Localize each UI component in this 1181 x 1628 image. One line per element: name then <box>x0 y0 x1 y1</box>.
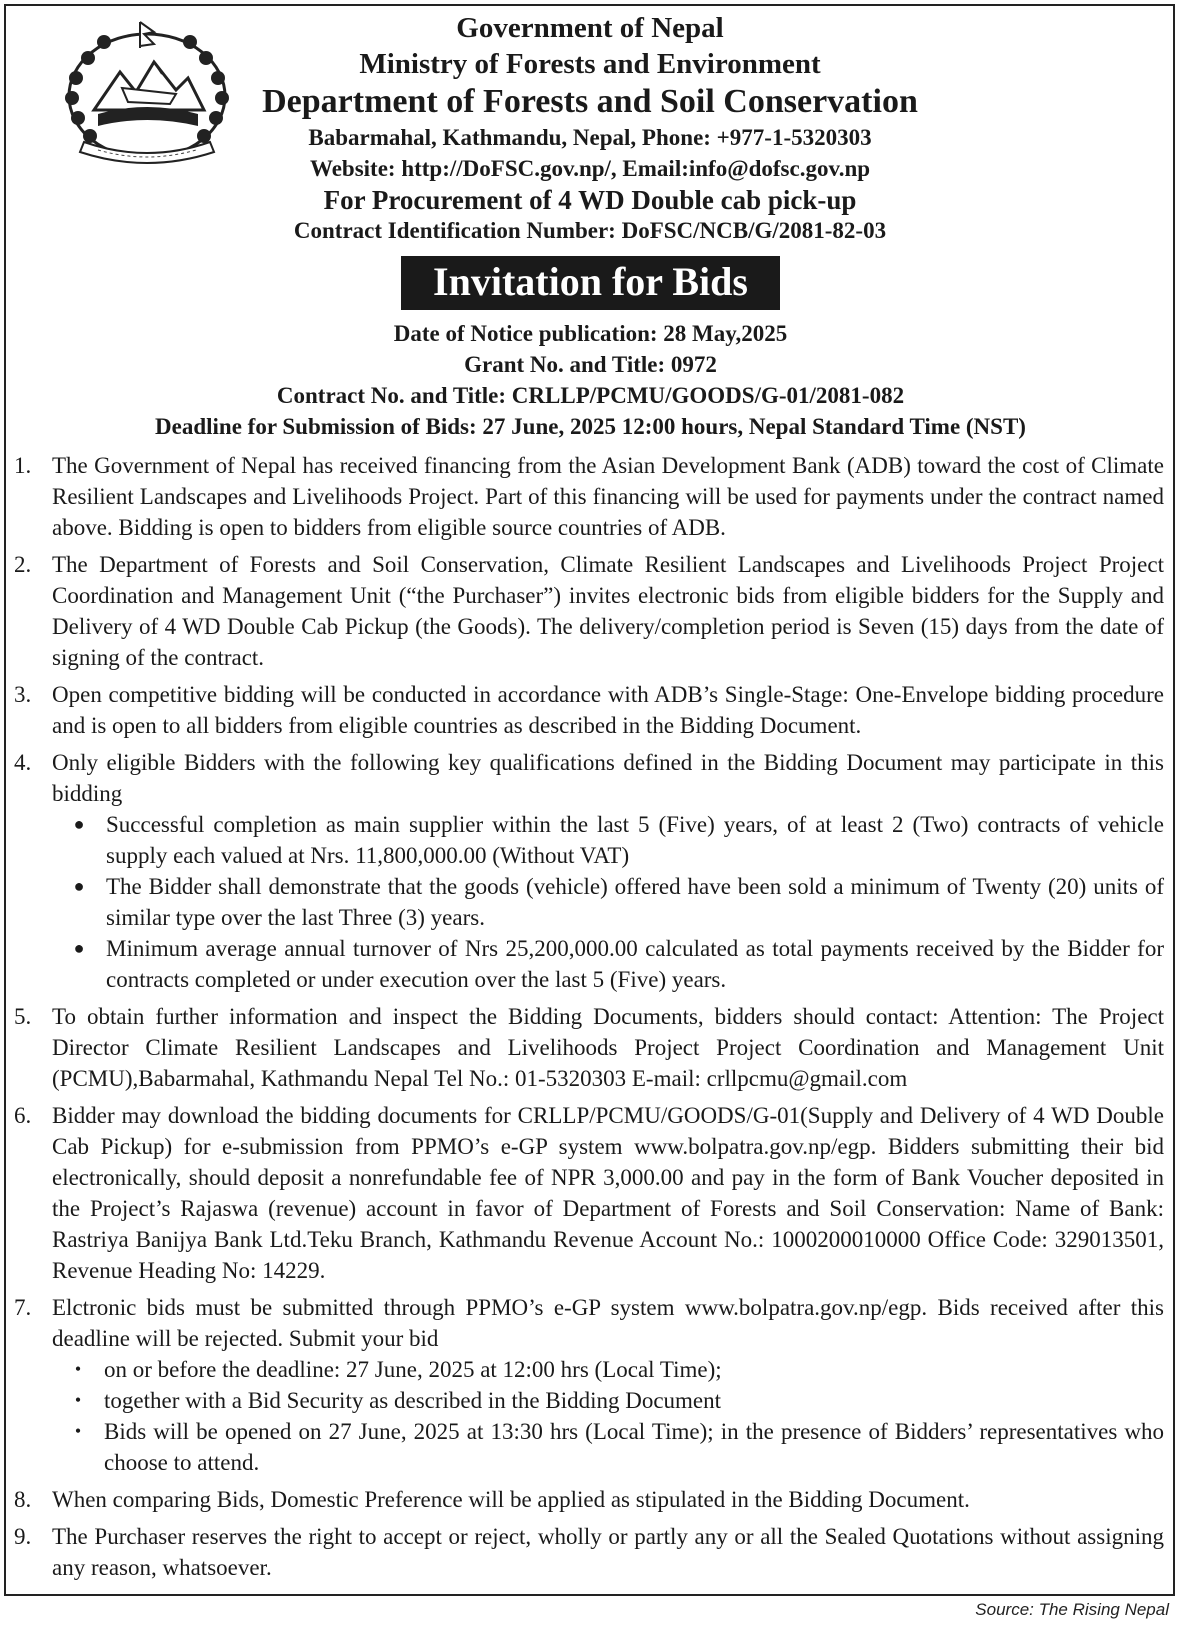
item-text: When comparing Bids, Domestic Preference will be applied as stipulated in the Bidding Document. <box>52 1487 970 1512</box>
sub-bullet <box>52 871 1164 933</box>
list-item <box>14 1484 1164 1515</box>
bullet-icon: ● <box>73 876 85 896</box>
list-item <box>14 549 1164 673</box>
item-number: 4. <box>14 750 32 775</box>
item-number: 9. <box>14 1524 32 1549</box>
sub-bullet <box>52 933 1164 995</box>
item-number: 5. <box>14 1004 32 1029</box>
item-text: To obtain further information and inspect the Bidding Documents, bidders should contact: Attention: The Project Director Climate Resilient Landscapes and Livelihoods Project Project Coordination and Management Unit (PCMU),Babarmahal, Kathmandu Nepal Tel No.: 01-5320303 E-mail: crllpcmu@gmail.com <box>52 1004 1164 1091</box>
list-item <box>14 1521 1164 1583</box>
notice-meta <box>0 318 1181 442</box>
item-text: The Purchaser reserves the right to accept or reject, wholly or partly any or all the Sealed Quotations without assigning any reason, whatsoever. <box>52 1524 1164 1580</box>
item-text: The Department of Forests and Soil Conservation, Climate Resilient Landscapes and Livelihoods Project Project Coordination and Management Unit (“the Purchaser”) invites electronic bids from eligible bidders for the Supply and Delivery of 4 WD Double Cab Pickup (the Goods). The delivery/completion period is Seven (15) days from the date of signing of the contract. <box>52 552 1164 670</box>
header-procurement: For Procurement of 4 WD Double cab pick-up <box>323 185 857 215</box>
list-item <box>14 747 1164 995</box>
bullet-icon: ● <box>73 938 85 958</box>
deadline-info: Deadline for Submission of Bids: 27 June, 2025 12:00 hours, Nepal Standard Time (NST) <box>155 414 1026 439</box>
item-text: The Government of Nepal has received financing from the Asian Development Bank (ADB) toward the cost of Climate Resilient Landscapes and Livelihoods Project. Part of this financing will be used for payments under the contract named above. Bidding is open to bidders from eligible source countries of ADB. <box>52 453 1164 540</box>
bullet-icon: ● <box>73 814 85 834</box>
item-number: 7. <box>14 1295 32 1320</box>
bullet-text: Bids will be opened on 27 June, 2025 at 13:30 hrs (Local Time); in the presence of Bidders’ representatives who choose to attend. <box>104 1419 1164 1475</box>
sub-bullet <box>52 1385 1164 1416</box>
item-number: 8. <box>14 1487 32 1512</box>
notice-items <box>14 450 1164 1589</box>
sub-bullet <box>52 1354 1164 1385</box>
bullet-text: on or before the deadline: 27 June, 2025 at 12:00 hrs (Local Time); <box>104 1357 722 1382</box>
header-ministry: Ministry of Forests and Environment <box>359 48 821 80</box>
header-contract-id: Contract Identification Number: DoFSC/NCB/G/2081-82-03 <box>293 218 887 243</box>
bullet-text: Minimum average annual turnover of Nrs 25,200,000.00 calculated as total payments received by the Bidder for contracts completed or under execution over the last 5 (Five) years. <box>106 936 1164 992</box>
item-text: Only eligible Bidders with the following key qualifications defined in the Bidding Document may participate in this bidding <box>52 750 1164 806</box>
header-address: Babarmahal, Kathmandu, Nepal, Phone: +977-1-5320303 <box>308 125 872 150</box>
item-number: 3. <box>14 682 32 707</box>
bullet-text: together with a Bid Security as described in the Bidding Document <box>104 1388 722 1413</box>
item-number: 6. <box>14 1103 32 1128</box>
contract-info: Contract No. and Title: CRLLP/PCMU/GOODS/G-01/2081-082 <box>276 383 905 408</box>
header-department: Department of Forests and Soil Conservation <box>262 83 918 120</box>
grant-info: Grant No. and Title: 0972 <box>464 352 717 377</box>
item-text: Bidder may download the bidding documents for CRLLP/PCMU/GOODS/G-01(Supply and Delivery of 4 WD Double Cab Pickup) for e-submission from PPMO’s e-GP system www.bolpatra.gov.np/egp. Bidders submitting their bid electronically, should deposit a nonrefundable fee of NPR 3,000.00 and pay in the form of Bank Voucher deposited in the Project’s Rajaswa (revenue) account in favor of Department of Forests and Soil Conservation: Name of Bank: Rastriya Banijya Bank Ltd.Teku Branch, Kathmandu Revenue Account No.: 1000200010000 Office Code: 329013501, Revenue Heading No: 14229. <box>52 1103 1164 1283</box>
bullet-text: The Bidder shall demonstrate that the goods (vehicle) offered have been sold a minimum of Twenty (20) units of similar type over the last Three (3) years. <box>106 874 1164 930</box>
bullet-icon: • <box>74 1421 82 1441</box>
item-text: Elctronic bids must be submitted through PPMO’s e-GP system www.bolpatra.gov.np/egp. Bids received after this deadline will be rejected. Submit your bid <box>52 1295 1164 1351</box>
header-website: Website: http://DoFSC.gov.np/, Email:info@dofsc.gov.np <box>309 156 871 181</box>
item-text: Open competitive bidding will be conducted in accordance with ADB’s Single-Stage: One-Envelope bidding procedure and is open to all bidders from eligible countries as described in the Bidding Document. <box>52 682 1164 738</box>
bullet-text: Successful completion as main supplier within the last 5 (Five) years, of at least 2 (Two) contracts of vehicle supply each valued at Nrs. 11,800,000.00 (Without VAT) <box>106 812 1164 868</box>
notice-header <box>160 10 1020 246</box>
notice-title: Invitation for Bids <box>401 256 780 310</box>
header-government: Government of Nepal <box>456 12 724 44</box>
list-item <box>14 1001 1164 1094</box>
sub-bullet <box>52 1416 1164 1478</box>
bullet-icon: • <box>74 1359 82 1379</box>
source-credit: Source: The Rising Nepal <box>975 1600 1169 1619</box>
list-item <box>14 450 1164 543</box>
notice-date: Date of Notice publication: 28 May,2025 <box>393 321 788 346</box>
list-item <box>14 679 1164 741</box>
item-number: 1. <box>14 453 32 478</box>
sub-bullet <box>52 809 1164 871</box>
bullet-icon: • <box>74 1390 82 1410</box>
list-item <box>14 1292 1164 1478</box>
item-number: 2. <box>14 552 32 577</box>
list-item <box>14 1100 1164 1286</box>
